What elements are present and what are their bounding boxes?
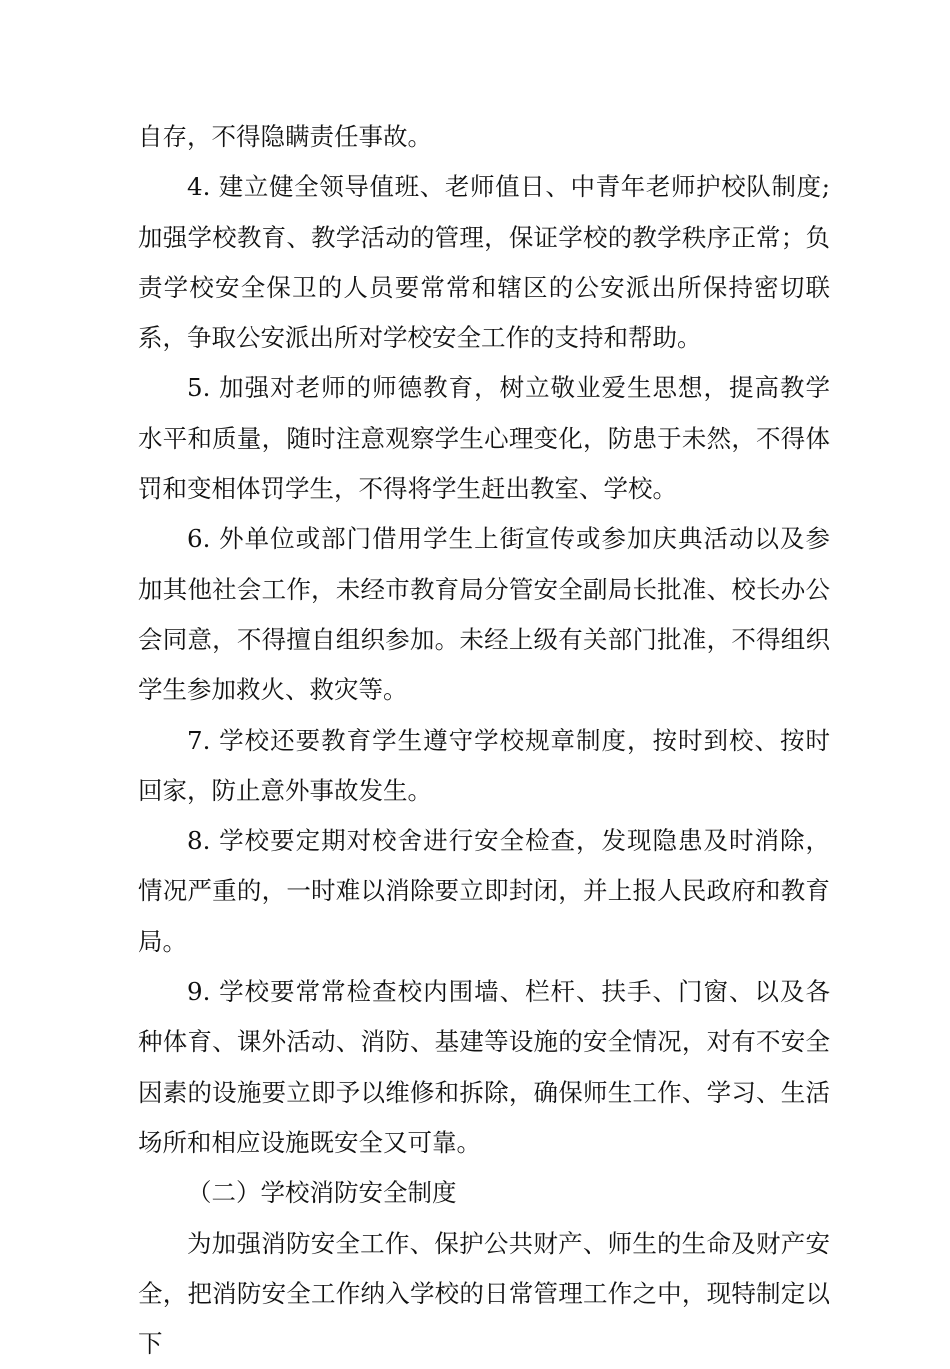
paragraph-continuation: 自存，不得隐瞒责任事故。 [138,122,432,151]
paragraph-item-9: 9. 学校要常常检查校内围墙、栏杆、扶手、门窗、以及各种体育、课外活动、消防、基建等设施的安全情况，对有不安全因素的设施要立即予以维修和拆除，确保师生工作、学习、生活场所和相应设施既安全又可靠。 [138,977,830,1157]
paragraph-item-7: 7. 学校还要教育学生遵守学校规章制度，按时到校、按时回家，防止意外事故发生。 [138,725,830,805]
paragraph-item-8: 8. 学校要定期对校舍进行安全检查，发现隐患及时消除，情况严重的，一时难以消除要立即封闭，并上报人民政府和教育局。 [138,826,830,956]
paragraph-item-5: 5. 加强对老师的师德教育，树立敬业爱生思想，提高教学水平和质量，随时注意观察学生心理变化，防患于未然，不得体罚和变相体罚学生，不得将学生赶出教室、学校。 [138,373,830,504]
paragraph-intro: 为加强消防安全工作、保护公共财产、师生的生命及财产安全，把消防安全工作纳入学校的日常管理工作之中，现特制定以下 [138,1228,830,1359]
paragraph-item-6: 6. 外单位或部门借用学生上街宣传或参加庆典活动以及参加其他社会工作，未经市教育局分管安全副局长批准、校长办公会同意，不得擅自组织参加。未经上级有关部门批准，不得组织学生参加救火、救灾等。 [138,524,830,705]
section-subheading: （二）学校消防安全制度 [187,1178,457,1208]
document-page [138,112,830,1369]
paragraph-item-4: 4. 建立健全领导值班、老师值日、中青年老师护校队制度;加强学校教育、教学活动的管理，保证学校的教学秩序正常；负责学校安全保卫的人员要常常和辖区的公安派出所保持密切联系，争取公安派出所对学校安全工作的支持和帮助。 [138,172,830,353]
